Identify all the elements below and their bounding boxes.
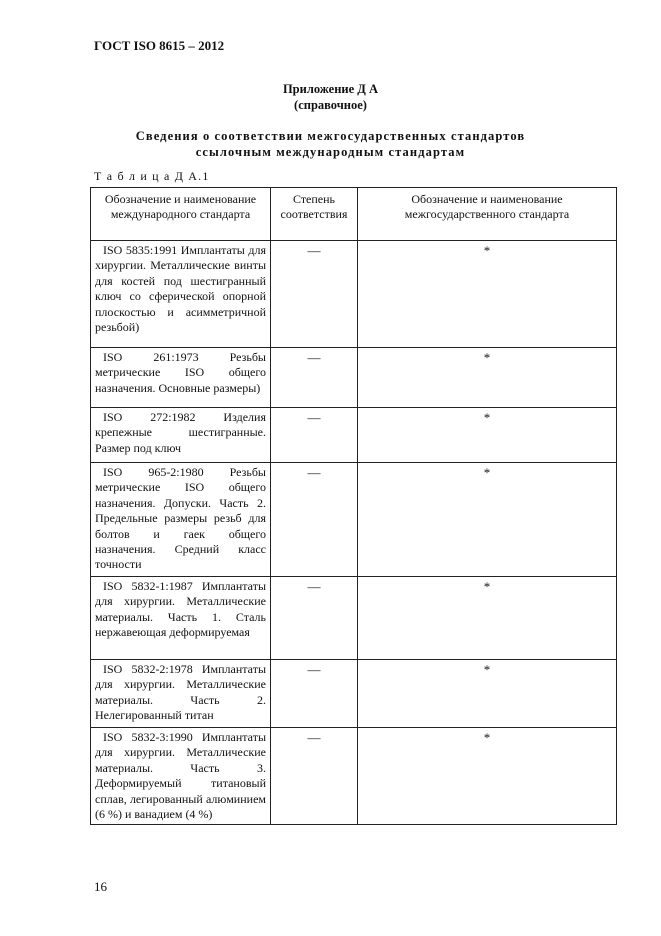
row-international-standard: ISO 5835:1991 Имплантаты для хирургии. Металлические винты для костей под шестигранный ключ со сферической опорной плоскостью и асимметричной резьбой) — [91, 241, 271, 348]
row-international-standard: ISO 5832-2:1978 Имплантаты для хирургии. Металлические материалы. Часть 2. Нелегированный титан — [91, 660, 271, 728]
row-degree: — — [271, 463, 358, 577]
row-interstate-standard: * — [358, 348, 617, 408]
section-title-line-1: Сведения о соответствии межгосударственных стандартов — [135, 129, 526, 143]
row-international-standard: ISO 965-2:1980 Резьбы метрические ISO общего назначения. Допуски. Часть 2. Предельные размеры резьб для болтов и гаек общего назначения. Средний класс точности — [91, 463, 271, 577]
row-interstate-standard: * — [358, 463, 617, 577]
row-degree: — — [271, 408, 358, 463]
correspondence-table — [90, 187, 617, 825]
table-row — [91, 577, 617, 660]
row-international-standard: ISO 272:1982 Изделия крепежные шестигранные. Размер под ключ — [91, 408, 271, 463]
column-header-international: Обозначение и наименование международного стандарта — [91, 188, 271, 241]
row-degree: — — [271, 660, 358, 728]
row-international-standard: ISO 5832-3:1990 Имплантаты для хирургии. Металлические материалы. Часть 3. Деформируемый титановый сплав, легированный алюминием (6 %) и ванадием (4 %) — [91, 728, 271, 825]
section-title-line-2: ссылочным международным стандартам — [195, 145, 466, 159]
row-interstate-standard: * — [358, 408, 617, 463]
row-interstate-standard: * — [358, 728, 617, 825]
annex-subtitle: (справочное) — [294, 98, 367, 112]
row-degree: — — [271, 348, 358, 408]
row-interstate-standard: * — [358, 577, 617, 660]
row-degree: — — [271, 728, 358, 825]
table-row — [91, 348, 617, 408]
row-interstate-standard: * — [358, 660, 617, 728]
table-header-row — [91, 188, 617, 241]
row-interstate-standard: * — [358, 241, 617, 348]
row-degree: — — [271, 241, 358, 348]
page-number: 16 — [94, 879, 107, 894]
table-row — [91, 241, 617, 348]
row-international-standard: ISO 5832-1:1987 Имплантаты для хирургии. Металлические материалы. Часть 1. Сталь нержавеющая деформируемая — [91, 577, 271, 660]
table-row — [91, 463, 617, 577]
table-row — [91, 408, 617, 463]
row-degree: — — [271, 577, 358, 660]
row-international-standard: ISO 261:1973 Резьбы метрические ISO общего назначения. Основные размеры) — [91, 348, 271, 408]
table-row — [91, 660, 617, 728]
column-header-interstate: Обозначение и наименование межгосударственного стандарта — [358, 188, 617, 241]
column-header-degree: Степень соответствия — [271, 188, 358, 241]
document-code: ГОСТ ISO 8615 – 2012 — [94, 38, 225, 53]
table-row — [91, 728, 617, 825]
annex-title: Приложение Д А — [282, 82, 379, 96]
table-label: Т а б л и ц а Д А.1 — [94, 169, 210, 183]
